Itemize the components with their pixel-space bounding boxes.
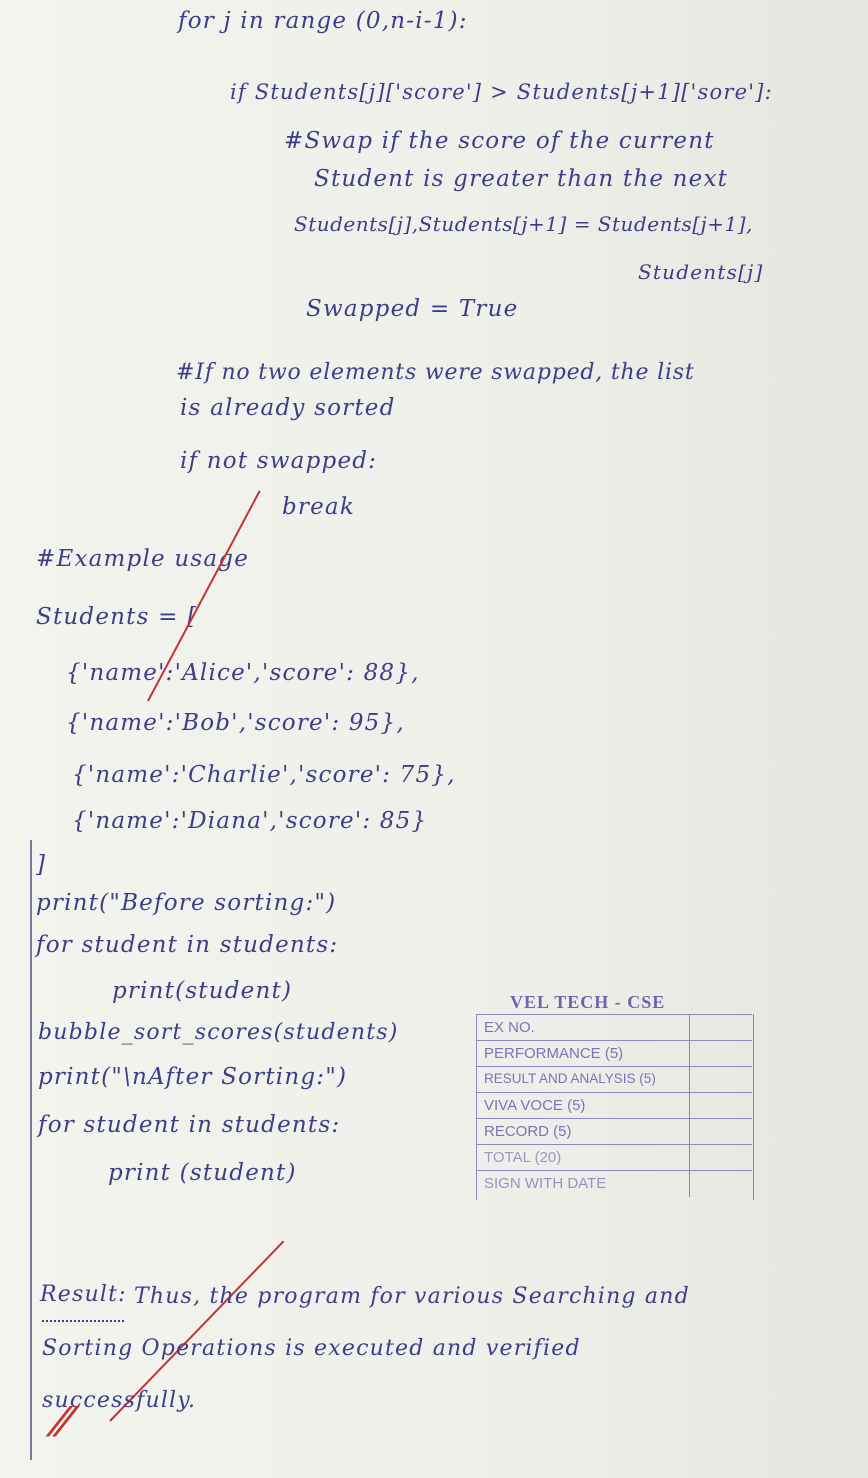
stamp-row [476, 1170, 752, 1197]
stamp-row-label: TOTAL (20) [484, 1149, 562, 1166]
stamp-score-cell [689, 1015, 752, 1041]
stamp-score-cell [689, 1093, 752, 1119]
stamp-row-label: PERFORMANCE (5) [484, 1045, 624, 1062]
result-line: successfully. [42, 1388, 197, 1413]
code-line: break [282, 494, 355, 520]
margin-line [30, 840, 32, 1460]
code-line: if Students[j]['score'] > Students[j+1]['sore']: [230, 80, 773, 104]
evaluation-stamp [470, 984, 756, 1200]
result-line: Thus, the program for various Searching and [134, 1284, 690, 1309]
stamp-row-label: VIVA VOCE (5) [484, 1097, 586, 1114]
result-line: Sorting Operations is executed and verified [42, 1336, 581, 1361]
stamp-row-label: RECORD (5) [484, 1123, 572, 1140]
code-line: print("\nAfter Sorting:") [38, 1064, 348, 1090]
stamp-row [476, 1040, 752, 1067]
code-line: bubble_sort_scores(students) [38, 1020, 399, 1045]
code-line: for j in range (0,n-i-1): [178, 8, 468, 34]
stamp-row [476, 1144, 752, 1171]
stamp-row-label: EX NO. [484, 1019, 535, 1036]
code-line: if not swapped: [180, 448, 378, 474]
code-line: print(student) [112, 978, 293, 1004]
code-line: Students = [ [36, 604, 198, 630]
stamp-score-cell [689, 1067, 752, 1093]
stamp-score-cell [689, 1119, 752, 1145]
code-line: print (student) [108, 1160, 297, 1186]
code-line: {'name':'Bob','score': 95}, [66, 710, 405, 736]
stamp-score-cell [689, 1145, 752, 1171]
comment-line: #Swap if the score of the current [284, 128, 715, 154]
code-line: Students[j],Students[j+1] = Students[j+1], [294, 212, 753, 236]
code-line: {'name':'Diana','score': 85} [72, 808, 428, 834]
stamp-row-label: RESULT AND ANALYSIS (5) [484, 1071, 656, 1086]
code-line: for student in students: [38, 1112, 341, 1138]
comment-line: #If no two elements were swapped, the list [176, 360, 695, 385]
stamp-row [476, 1092, 752, 1119]
code-line: for student in students: [36, 932, 339, 958]
code-line: {'name':'Charlie','score': 75}, [72, 762, 456, 788]
stamp-score-cell [689, 1041, 752, 1067]
stamp-score-cell [689, 1171, 752, 1197]
result-label: Result: [40, 1282, 127, 1307]
code-line: Students[j] [638, 260, 764, 284]
stamp-row [476, 1066, 752, 1093]
code-line: ] [36, 852, 47, 878]
code-line: Swapped = True [306, 296, 519, 322]
result-underline [42, 1312, 124, 1322]
stamp-row [476, 1014, 752, 1041]
code-line: {'name':'Alice','score': 88}, [66, 660, 420, 686]
code-line: print("Before sorting:") [36, 890, 337, 916]
stamp-row-label: SIGN WITH DATE [484, 1175, 607, 1192]
stamp-row [476, 1118, 752, 1145]
comment-line: Student is greater than the next [314, 166, 729, 192]
grader-mark-icon: ⁄⁄ [56, 1400, 70, 1446]
stamp-title: VEL TECH - CSE [510, 992, 666, 1012]
comment-line: is already sorted [180, 395, 396, 421]
comment-line: #Example usage [36, 546, 250, 572]
